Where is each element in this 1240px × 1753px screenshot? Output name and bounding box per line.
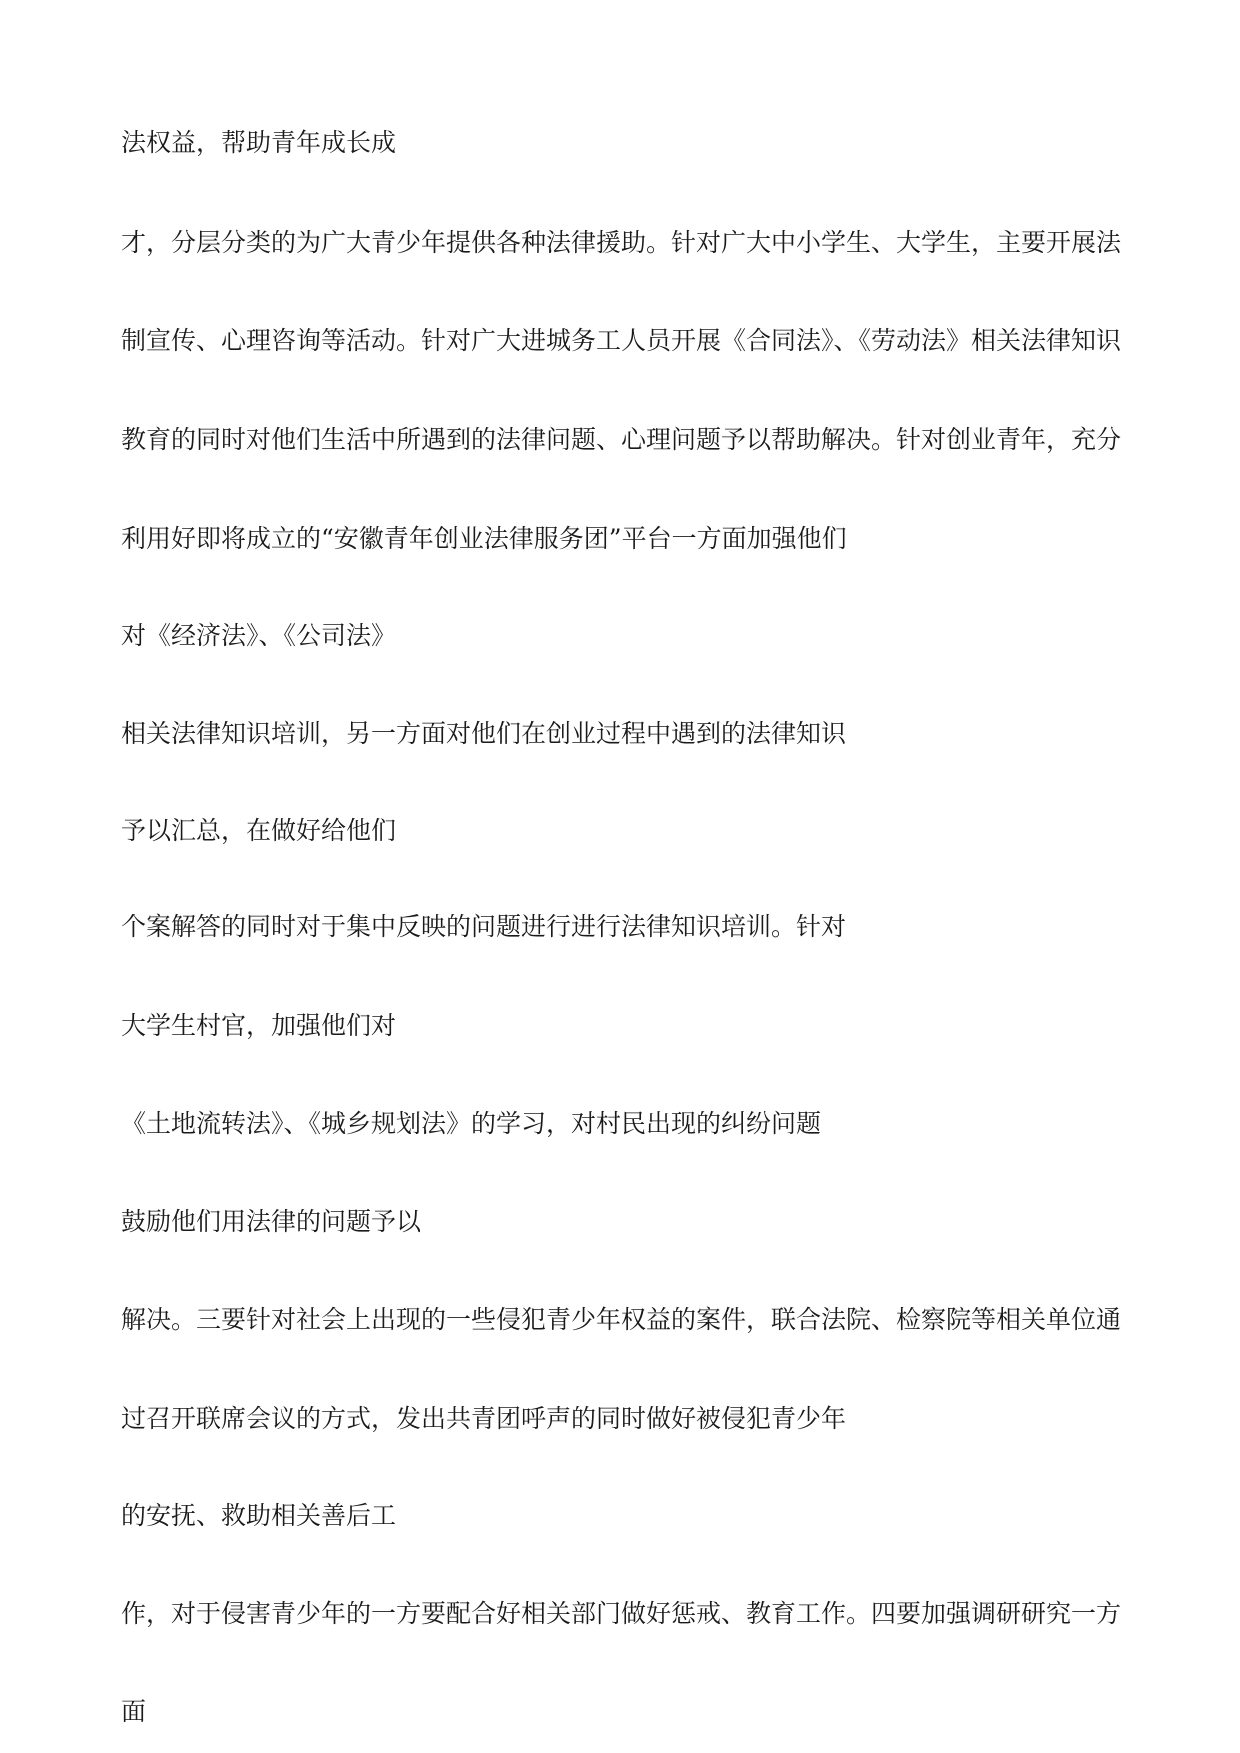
- text-line: 制宣传、心理咨询等活动。针对广大进城务工人员开展《合同法》、《劳动法》相关法律知识: [121, 326, 1122, 355]
- text-line: 作，对于侵害青少年的一方要配合好相关部门做好惩戒、教育工作。四要加强调研研究一方: [121, 1599, 1122, 1628]
- text-line: 过召开联席会议的方式，发出共青团呼声的同时做好被侵犯青少年: [121, 1404, 847, 1433]
- text-line: 相关法律知识培训，另一方面对他们在创业过程中遇到的法律知识: [121, 719, 847, 748]
- text-line: 《土地流转法》、《城乡规划法》的学习，对村民出现的纠纷问题: [121, 1109, 822, 1138]
- text-line: 大学生村官，加强他们对: [121, 1011, 397, 1040]
- text-line: 个案解答的同时对于集中反映的问题进行进行法律知识培训。针对: [121, 912, 847, 941]
- text-line: 面: [121, 1697, 147, 1726]
- text-line: 的安抚、救助相关善后工: [121, 1501, 397, 1530]
- text-line: 教育的同时对他们生活中所遇到的法律问题、心理问题予以帮助解决。针对创业青年，充分: [121, 425, 1122, 454]
- text-line: 解决。三要针对社会上出现的一些侵犯青少年权益的案件，联合法院、检察院等相关单位通: [121, 1305, 1122, 1334]
- text-line: 法权益，帮助青年成长成: [121, 128, 397, 157]
- text-line: 利用好即将成立的“安徽青年创业法律服务团”平台一方面加强他们: [121, 524, 847, 553]
- text-line: 对《经济法》、《公司法》: [121, 621, 397, 650]
- text-line: 鼓励他们用法律的问题予以: [121, 1207, 422, 1236]
- text-line: 予以汇总，在做好给他们: [121, 816, 397, 845]
- text-line: 才，分层分类的为广大青少年提供各种法律援助。针对广大中小学生、大学生，主要开展法: [121, 228, 1122, 257]
